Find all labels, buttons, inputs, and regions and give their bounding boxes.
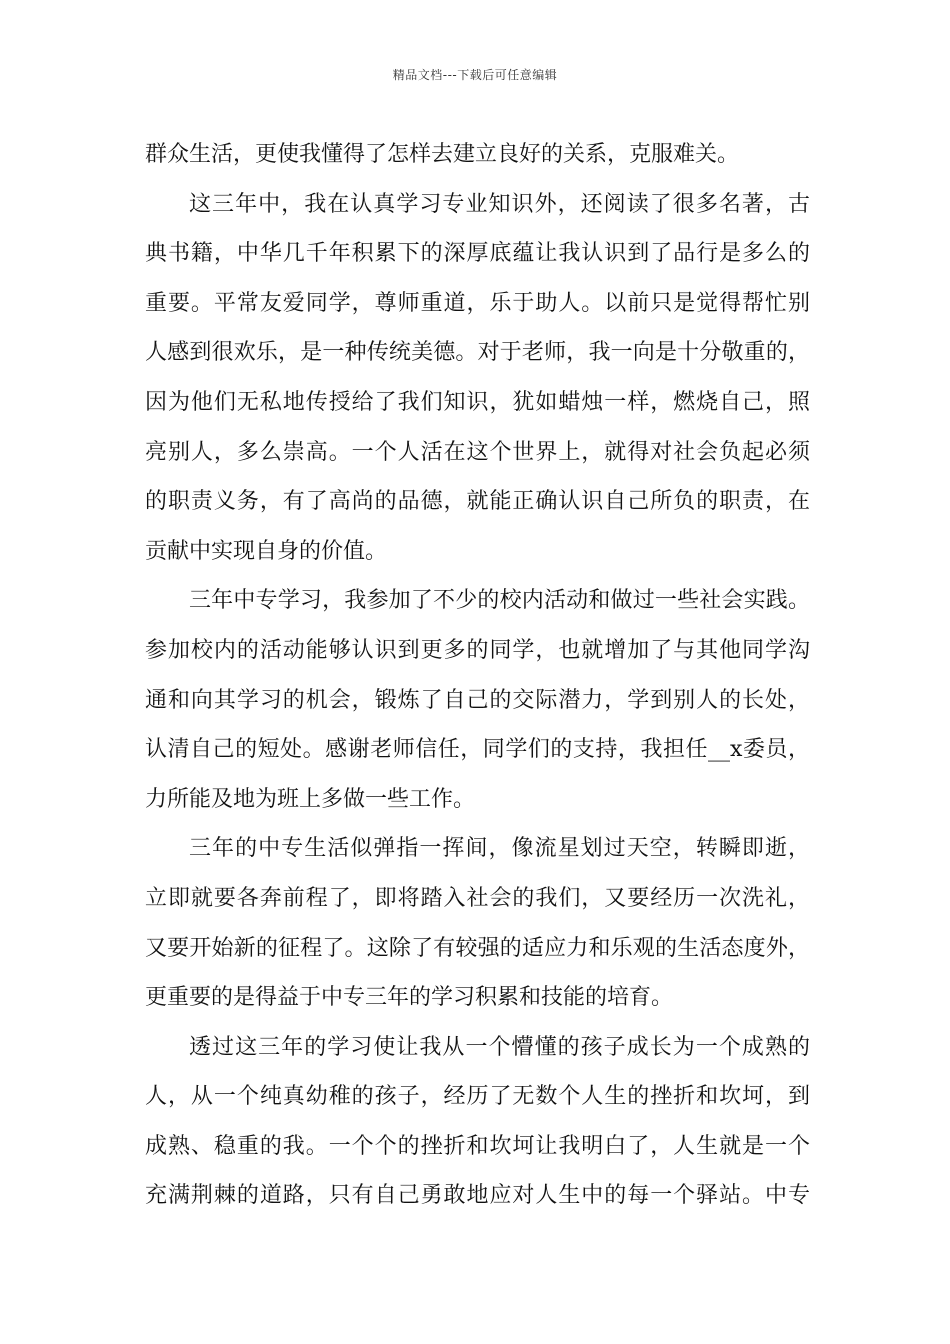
text-line: 亮别人，多么崇高。一个人活在这个世界上，就得对社会负起必须 (145, 439, 810, 465)
text-line: 更重要的是得益于中专三年的学习积累和技能的培育。 (145, 985, 674, 1011)
text-line: 又要开始新的征程了。这除了有较强的适应力和乐观的生活态度外， (145, 935, 810, 961)
page-header: 精品文档---下载后可任意编辑 (392, 68, 558, 82)
text-line: 群众生活，更使我懂得了怎样去建立良好的关系，克服难关。 (145, 142, 740, 167)
text-line: 因为他们无私地传授给了我们知识，犹如蜡烛一样，燃烧自己，照 (145, 389, 810, 415)
text-line: 充满荆棘的道路，只有自己勇敢地应对人生中的每一个驿站。中专 (145, 1183, 810, 1209)
body-text (145, 130, 810, 1221)
text-line: 通和向其学习的机会，锻炼了自己的交际潜力，学到别人的长处， (145, 687, 810, 713)
text-line: 成熟、稳重的我。一个个的挫折和坎坷让我明白了，人生就是一个 (145, 1133, 810, 1159)
text-line: 立即就要各奔前程了，即将踏入社会的我们，又要经历一次洗礼， (145, 885, 810, 911)
text-line: 参加校内的活动能够认识到更多的同学，也就增加了与其他同学沟 (145, 637, 810, 663)
text-line: 透过这三年的学习使让我从一个懵懂的孩子成长为一个成熟的 (189, 1034, 810, 1060)
text-line: 贡献中实现自身的价值。 (145, 538, 388, 564)
text-line: 典书籍，中华几千年积累下的深厚底蕴让我认识到了品行是多么的 (145, 241, 810, 267)
text-line: 三年中专学习，我参加了不少的校内活动和做过一些社会实践。 (189, 588, 810, 614)
text-line: 三年的中专生活似弹指一挥间，像流星划过天空，转瞬即逝， (189, 836, 810, 862)
text-line: 认清自己的短处。感谢老师信任，同学们的支持，我担任__x委员， (145, 737, 810, 763)
text-line: 这三年中，我在认真学习专业知识外，还阅读了很多名著，古 (189, 191, 810, 217)
text-line: 力所能及地为班上多做一些工作。 (145, 786, 476, 812)
text-line: 人，从一个纯真幼稚的孩子，经历了无数个人生的挫折和坎坷，到 (145, 1084, 810, 1110)
text-line: 人感到很欢乐，是一种传统美德。对于老师，我一向是十分敬重的， (145, 340, 810, 366)
text-line: 重要。平常友爱同学，尊师重道，乐于助人。以前只是觉得帮忙别 (145, 290, 810, 316)
text-line: 的职责义务，有了高尚的品德，就能正确认识自己所负的职责，在 (145, 489, 810, 515)
